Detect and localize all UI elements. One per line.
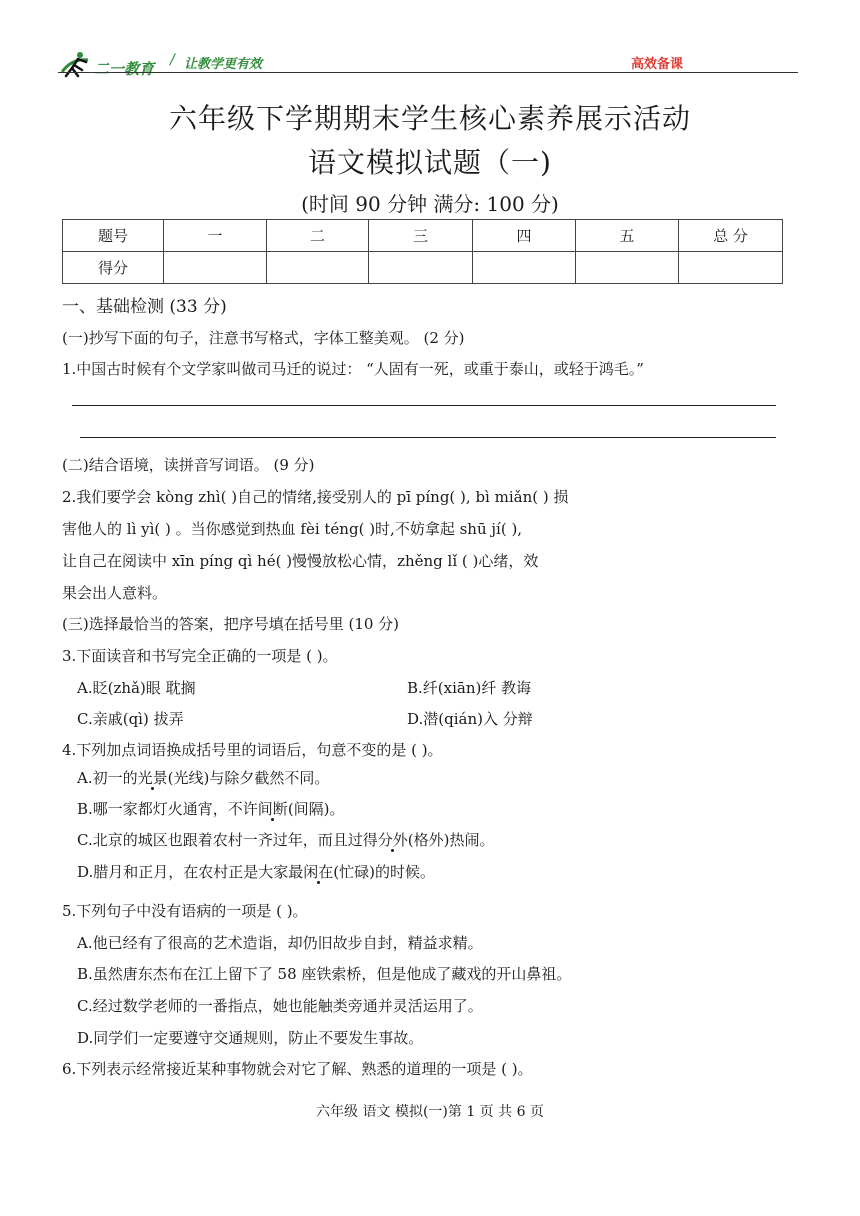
question-text: 害他人的 lì yì( ) 。当你感觉到热血 fèi téng( )时,不妨拿起 shū jí( ), xyxy=(62,520,523,538)
page-subtitle: 语文模拟试题（一) xyxy=(308,146,552,179)
score-table xyxy=(62,219,783,284)
score-row-label: 得分 xyxy=(63,252,164,284)
logo xyxy=(58,50,166,80)
option-a: A.他已经有了很高的艺术造诣，却仍旧故步自封，精益求精。 xyxy=(77,934,483,952)
score-cell[interactable] xyxy=(267,252,369,284)
score-table-header-cell: 总 分 xyxy=(679,220,783,252)
option-text: (忙碌)的时候。 xyxy=(333,863,435,881)
score-table-header-cell: 一 xyxy=(164,220,267,252)
option-d xyxy=(77,861,435,882)
option-text: A.初一的 xyxy=(77,769,138,787)
part-heading: (三)选择最恰当的答案，把序号填在括号里 (10 分) xyxy=(62,615,400,633)
answer-line[interactable] xyxy=(80,437,776,438)
score-cell[interactable] xyxy=(473,252,576,284)
score-cell[interactable] xyxy=(679,252,783,284)
dotted-word: 光景 xyxy=(137,769,168,787)
option-c: C.经过数学老师的一番指点，她也能触类旁通并灵活运用了。 xyxy=(77,997,483,1015)
option-text: D.腊月和正月，在农村正是大家最 xyxy=(77,863,304,881)
option-a: A.眨(zhǎ)眼 耽搁 xyxy=(77,679,196,697)
exam-time-info: (时间 90 分钟 满分: 100 分) xyxy=(301,192,559,216)
option-d: D.同学们一定要遵守交通规则，防止不要发生事故。 xyxy=(77,1029,424,1047)
score-table-header-cell: 五 xyxy=(576,220,679,252)
score-table-header-row xyxy=(63,220,783,252)
section-heading: 一、基础检测 (33 分) xyxy=(62,297,227,317)
score-table-score-row xyxy=(63,252,783,284)
question-text: 1.中国古时候有个文学家叫做司马迁的说过： “人固有一死，或重于泰山，或轻于鸿毛。” xyxy=(62,360,644,378)
page-footer: 六年级 语文 模拟(一)第 1 页 共 6 页 xyxy=(316,1104,544,1120)
score-table-header-cell: 题号 xyxy=(63,220,164,252)
option-text: (格外)热闹。 xyxy=(407,831,495,849)
option-text: (光线)与除夕截然不同。 xyxy=(167,769,330,787)
slogan: 让教学更有效 xyxy=(184,57,263,72)
option-text: C.北京的城区也跟着农村一齐过年，而且过得 xyxy=(77,831,378,849)
score-table-header-cell: 四 xyxy=(473,220,576,252)
answer-line[interactable] xyxy=(72,405,776,406)
question-text: 6.下列表示经常接近某种事物就会对它了解、熟悉的道理的一项是 ( )。 xyxy=(62,1060,533,1078)
logo-text: 二一教育 xyxy=(94,60,155,78)
page-title: 六年级下学期期末学生核心素养展示活动 xyxy=(168,102,691,135)
dotted-word: 闲在 xyxy=(303,863,334,881)
score-table-header-cell: 二 xyxy=(267,220,369,252)
option-b: B.虽然唐东杰布在江上留下了 58 座铁索桥，但是他成了藏戏的开山鼻祖。 xyxy=(77,965,572,983)
header-divider xyxy=(58,72,798,73)
dotted-word: 间断 xyxy=(257,800,288,818)
option-text: B.哪一家都灯火通宵，不许 xyxy=(77,800,258,818)
question-text: 4.下列加点词语换成括号里的词语后，句意不变的是 ( )。 xyxy=(62,741,443,759)
score-cell[interactable] xyxy=(369,252,473,284)
option-b xyxy=(77,798,345,819)
option-b: B.纤(xiān)纤 教诲 xyxy=(407,679,532,697)
question-text: 让自己在阅读中 xīn píng qì hé( )慢慢放松心情，zhěng lǐ ( )心绪，效 xyxy=(62,552,539,570)
question-text: 2.我们要学会 kòng zhì( )自己的情绪,接受别人的 pī píng( ), bì miǎn( ) 损 xyxy=(62,488,569,506)
score-table-header-cell: 三 xyxy=(369,220,473,252)
part-heading: (二)结合语境，读拼音写词语。 (9 分) xyxy=(62,456,315,474)
dotted-word: 分外 xyxy=(377,831,408,849)
question-text: 果会出人意料。 xyxy=(62,584,168,602)
header-tag: 高效备课 xyxy=(631,57,684,72)
question-text: 5.下列句子中没有语病的一项是 ( )。 xyxy=(62,902,308,920)
part-heading: (一)抄写下面的句子，注意书写格式，字体工整美观。 (2 分) xyxy=(62,329,465,347)
option-c: C.亲戚(qì) 拔弄 xyxy=(77,710,184,728)
option-d: D.潜(qián)入 分辩 xyxy=(407,710,533,728)
question-text: 3.下面读音和书写完全正确的一项是 ( )。 xyxy=(62,647,338,665)
slogan-separator: / xyxy=(170,52,175,68)
score-cell[interactable] xyxy=(576,252,679,284)
logo-runner-icon xyxy=(58,50,166,80)
option-c xyxy=(77,829,494,850)
option-text: (间隔)。 xyxy=(287,800,345,818)
option-a xyxy=(77,767,329,788)
score-cell[interactable] xyxy=(164,252,267,284)
